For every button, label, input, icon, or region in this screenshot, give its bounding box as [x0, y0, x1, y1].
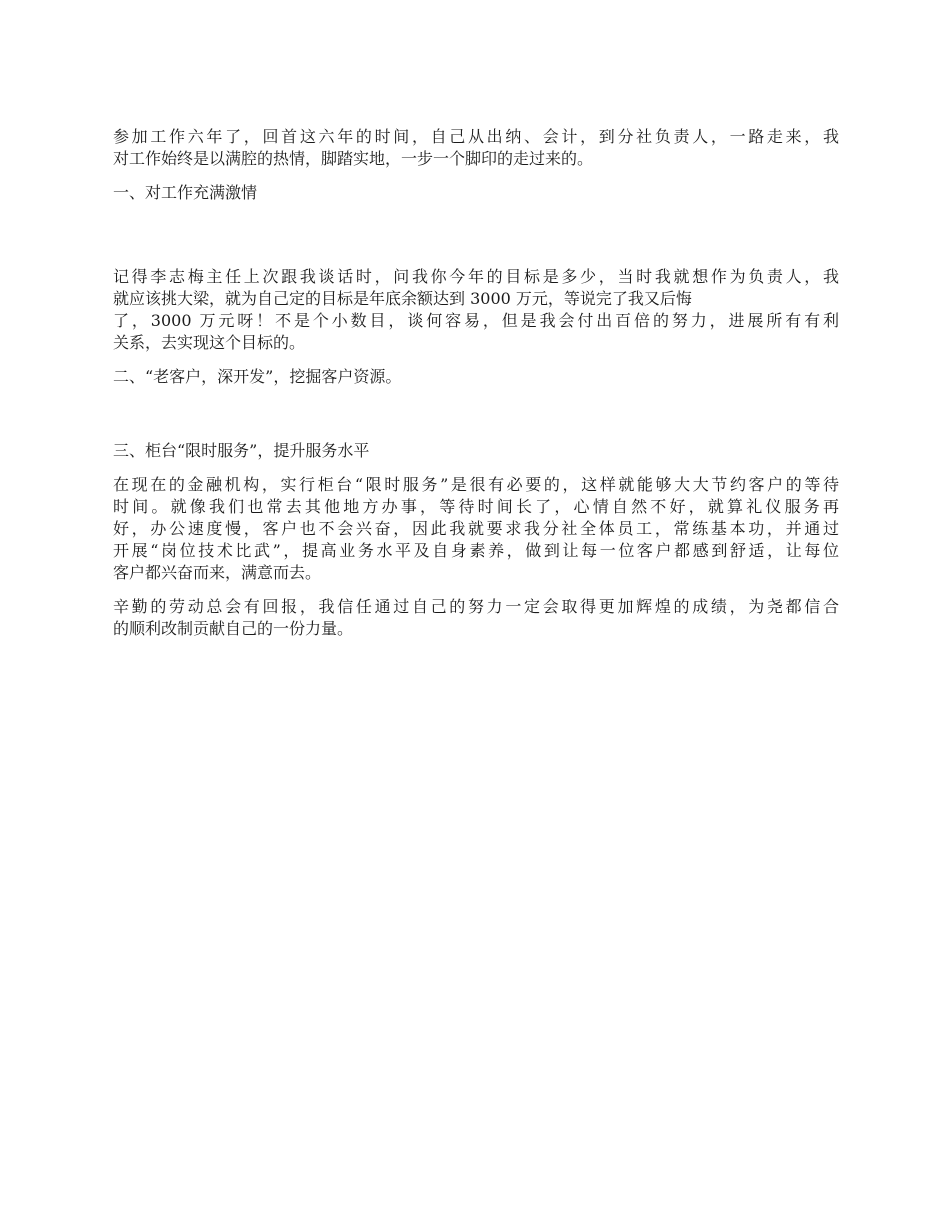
text-line: 好，办公速度慢，客户也不会兴奋，因此我就要求我分社全体员工，常练基本功，并通过	[113, 519, 839, 538]
document-page	[113, 126, 839, 652]
paragraph-goal	[113, 266, 839, 354]
text-line: 了，3000 万元呀！不是个小数目，谈何容易，但是我会付出百倍的努力，进展所有有利	[113, 311, 839, 330]
text-line: 在现在的金融机构，实行柜台“限时服务”是很有必要的，这样就能够大大节约客户的等待	[113, 475, 839, 494]
spacer	[113, 216, 839, 266]
section-heading-2: 二、“老客户，深开发”，挖掘客户资源。	[113, 367, 402, 386]
text-line: 开展“岗位技术比武”，提高业务水平及自身素养，做到让每一位客户都感到舒适，让每位	[113, 541, 839, 560]
text-line: 时间。就像我们也常去其他地方办事，等待时间长了，心情自然不好，就算礼仪服务再	[113, 497, 839, 516]
text-line: 就应该挑大梁，就为自己定的目标是年底余额达到 3000 万元，等说完了我又后悔	[113, 289, 692, 308]
text-line: 关系，去实现这个目标的。	[113, 333, 306, 352]
text-line: 辛勤的劳动总会有回报，我信任通过自己的努力一定会取得更加辉煌的成绩，为尧都信合	[113, 597, 839, 616]
section-heading-3: 三、柜台“限时服务”，提升服务水平	[113, 441, 370, 460]
spacer	[113, 400, 839, 440]
paragraph-service	[113, 474, 839, 584]
text-line: 参加工作六年了，回首这六年的时间，自己从出纳、会计，到分社负责人，一路走来，我	[113, 127, 839, 146]
section-heading-1: 一、对工作充满激情	[113, 183, 258, 202]
text-line: 的顺利改制贡献自己的一份力量。	[113, 619, 354, 638]
text-line: 客户都兴奋而来，满意而去。	[113, 563, 322, 582]
text-line: 对工作始终是以满腔的热情，脚踏实地，一步一个脚印的走过来的。	[113, 149, 594, 168]
paragraph-conclusion	[113, 596, 839, 640]
text-line: 记得李志梅主任上次跟我谈话时，问我你今年的目标是多少，当时我就想作为负责人，我	[113, 267, 839, 286]
paragraph-intro	[113, 126, 839, 170]
